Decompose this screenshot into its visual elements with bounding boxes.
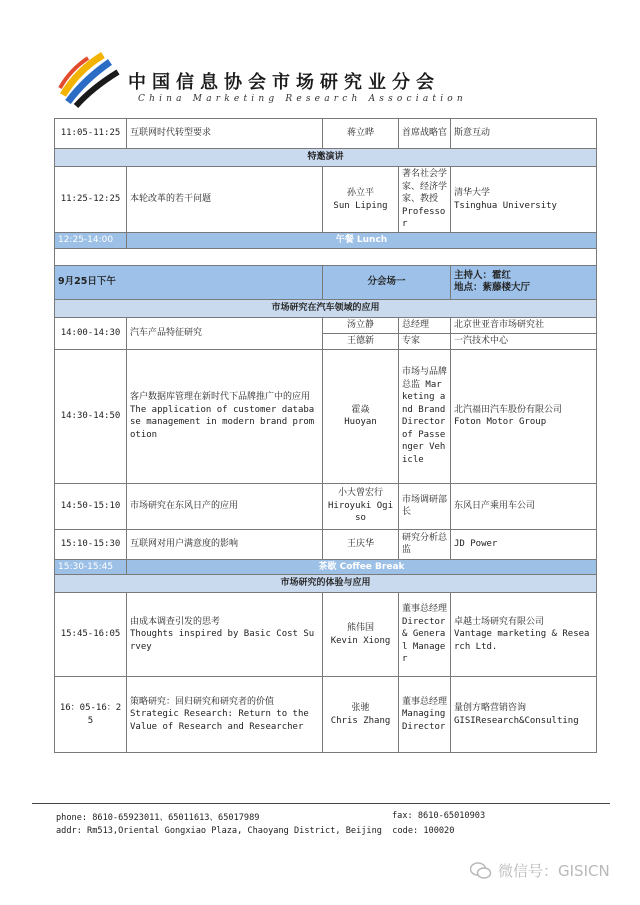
topic-cell: 由成本调查引发的思考 Thoughts inspired by Basic Cost Survey — [127, 593, 323, 677]
speaker-cell: 张驰 Chris Zhang — [323, 677, 399, 753]
org-cell: 一汽技术中心 — [451, 333, 597, 349]
time-cell: 14:50-15:10 — [55, 483, 127, 529]
title-cell: 市场调研部长 — [399, 483, 451, 529]
speaker-cell: 汤立静 — [323, 317, 399, 333]
org-cell: 东风日产乘用车公司 — [451, 483, 597, 529]
time-cell: 14:30-14:50 — [55, 349, 127, 483]
time-cell: 14:00-14:30 — [55, 317, 127, 349]
session-host: 主持人：霍红 — [454, 269, 512, 281]
coffee-time: 15:30-15:45 — [55, 559, 127, 575]
speaker-cell: 王庆华 — [323, 529, 399, 559]
speaker-cell: 霍焱 Huoyan — [323, 349, 399, 483]
watermark-text: 微信号：GISICN — [498, 862, 610, 880]
table-row — [55, 349, 597, 483]
time-cell: 16：05-16：25 — [55, 677, 127, 753]
footer-phone: phone: 8610-65923011、65011613、65017989 — [56, 813, 260, 823]
speaker-cell: 王德新 — [323, 333, 399, 349]
lunch-row — [55, 233, 597, 249]
org-cell: JD Power — [451, 529, 597, 559]
topic-cell: 汽车产品特征研究 — [127, 317, 323, 349]
session-host-venue — [451, 265, 597, 299]
speaker-cell: 蒋立晔 — [323, 119, 399, 149]
coffee-label: 茶歇 Coffee Break — [127, 559, 597, 575]
title-cell: 首席战略官 — [399, 119, 451, 149]
title-cell: 专家 — [399, 333, 451, 349]
topic-cell: 互联网对用户满意度的影响 — [127, 529, 323, 559]
table-row — [55, 167, 597, 233]
topic-cell: 客户数据库管理在新时代下品牌推广中的应用 The application of customer database management in modern brand promotion — [127, 349, 323, 483]
time-cell: 15:45-16:05 — [55, 593, 127, 677]
time-cell: 15:10-15:30 — [55, 529, 127, 559]
time-cell: 11:25-12:25 — [55, 167, 127, 233]
title-cell: 市场与品牌总监 Marketing and Brand Director of Passenger Vehicle — [399, 349, 451, 483]
org-cell: 量创方略营销咨询 GISIResearch&Consulting — [451, 677, 597, 753]
topic-cell: 市场研究在东风日产的应用 — [127, 483, 323, 529]
band-keynote: 特邀演讲 — [55, 149, 597, 167]
session-venue: 地点：紫藤楼大厅 — [454, 282, 531, 293]
topic-cell: 互联网时代转型要求 — [127, 119, 323, 149]
title-cell: 著名社会学家、经济学家、教授 Professor — [399, 167, 451, 233]
org-cell: 卓越士场研究有限公司 Vantage marketing & Research Ltd. — [451, 593, 597, 677]
letterhead — [0, 0, 640, 118]
schedule-table — [54, 118, 597, 753]
org-name-en: China Marketing Research Association — [138, 94, 467, 104]
table-row — [55, 119, 597, 149]
wechat-icon — [470, 862, 492, 880]
org-cell: 斯意互动 — [451, 119, 597, 149]
band-experience: 市场研究的体验与应用 — [55, 575, 597, 593]
table-row — [55, 529, 597, 559]
table-row — [55, 677, 597, 753]
speaker-cell: 孙立平 Sun Liping — [323, 167, 399, 233]
session-date: 9月25日下午 — [55, 265, 323, 299]
table-row — [55, 317, 597, 333]
footer-fax: fax: 8610-65010903 — [392, 811, 486, 821]
topic-cell: 策略研究：回归研究和研究者的价值 Strategic Research: Return to the Value of Research and Researcher — [127, 677, 323, 753]
table-row — [55, 593, 597, 677]
spacer-row — [55, 248, 597, 265]
speaker-cell: 熊伟国 Kevin Xiong — [323, 593, 399, 677]
coffee-row — [55, 559, 597, 575]
session-header — [55, 265, 597, 299]
session-name: 分会场一 — [323, 265, 451, 299]
title-cell: 董事总经理 Director & General Manager — [399, 593, 451, 677]
title-cell: 研究分析总监 — [399, 529, 451, 559]
lunch-label: 午餐 Lunch — [127, 233, 597, 249]
org-cell: 北汽福田汽车股份有限公司 Foton Motor Group — [451, 349, 597, 483]
footer-divider — [32, 803, 610, 804]
title-cell: 总经理 — [399, 317, 451, 333]
table-row — [55, 483, 597, 529]
speaker-cell: 小大曾宏行 Hiroyuki Ogiso — [323, 483, 399, 529]
time-cell: 11:05-11:25 — [55, 119, 127, 149]
topic-cell: 本轮改革的若干问题 — [127, 167, 323, 233]
band-auto: 市场研究在汽车领域的应用 — [55, 299, 597, 317]
org-name-cn: 中国信息协会市场研究业分会 — [128, 72, 440, 93]
association-logo-icon — [58, 50, 128, 110]
wechat-watermark — [470, 860, 610, 881]
org-cell: 清华大学 Tsinghua University — [451, 167, 597, 233]
footer-address: addr: Rm513,Oriental Gongxiao Plaza, Chaoyang District, Beijing code: 100020 — [56, 826, 455, 836]
org-cell: 北京世亚音市场研究社 — [451, 317, 597, 333]
lunch-time: 12:25-14:00 — [55, 233, 127, 249]
title-cell: 董事总经理 Managing Director — [399, 677, 451, 753]
